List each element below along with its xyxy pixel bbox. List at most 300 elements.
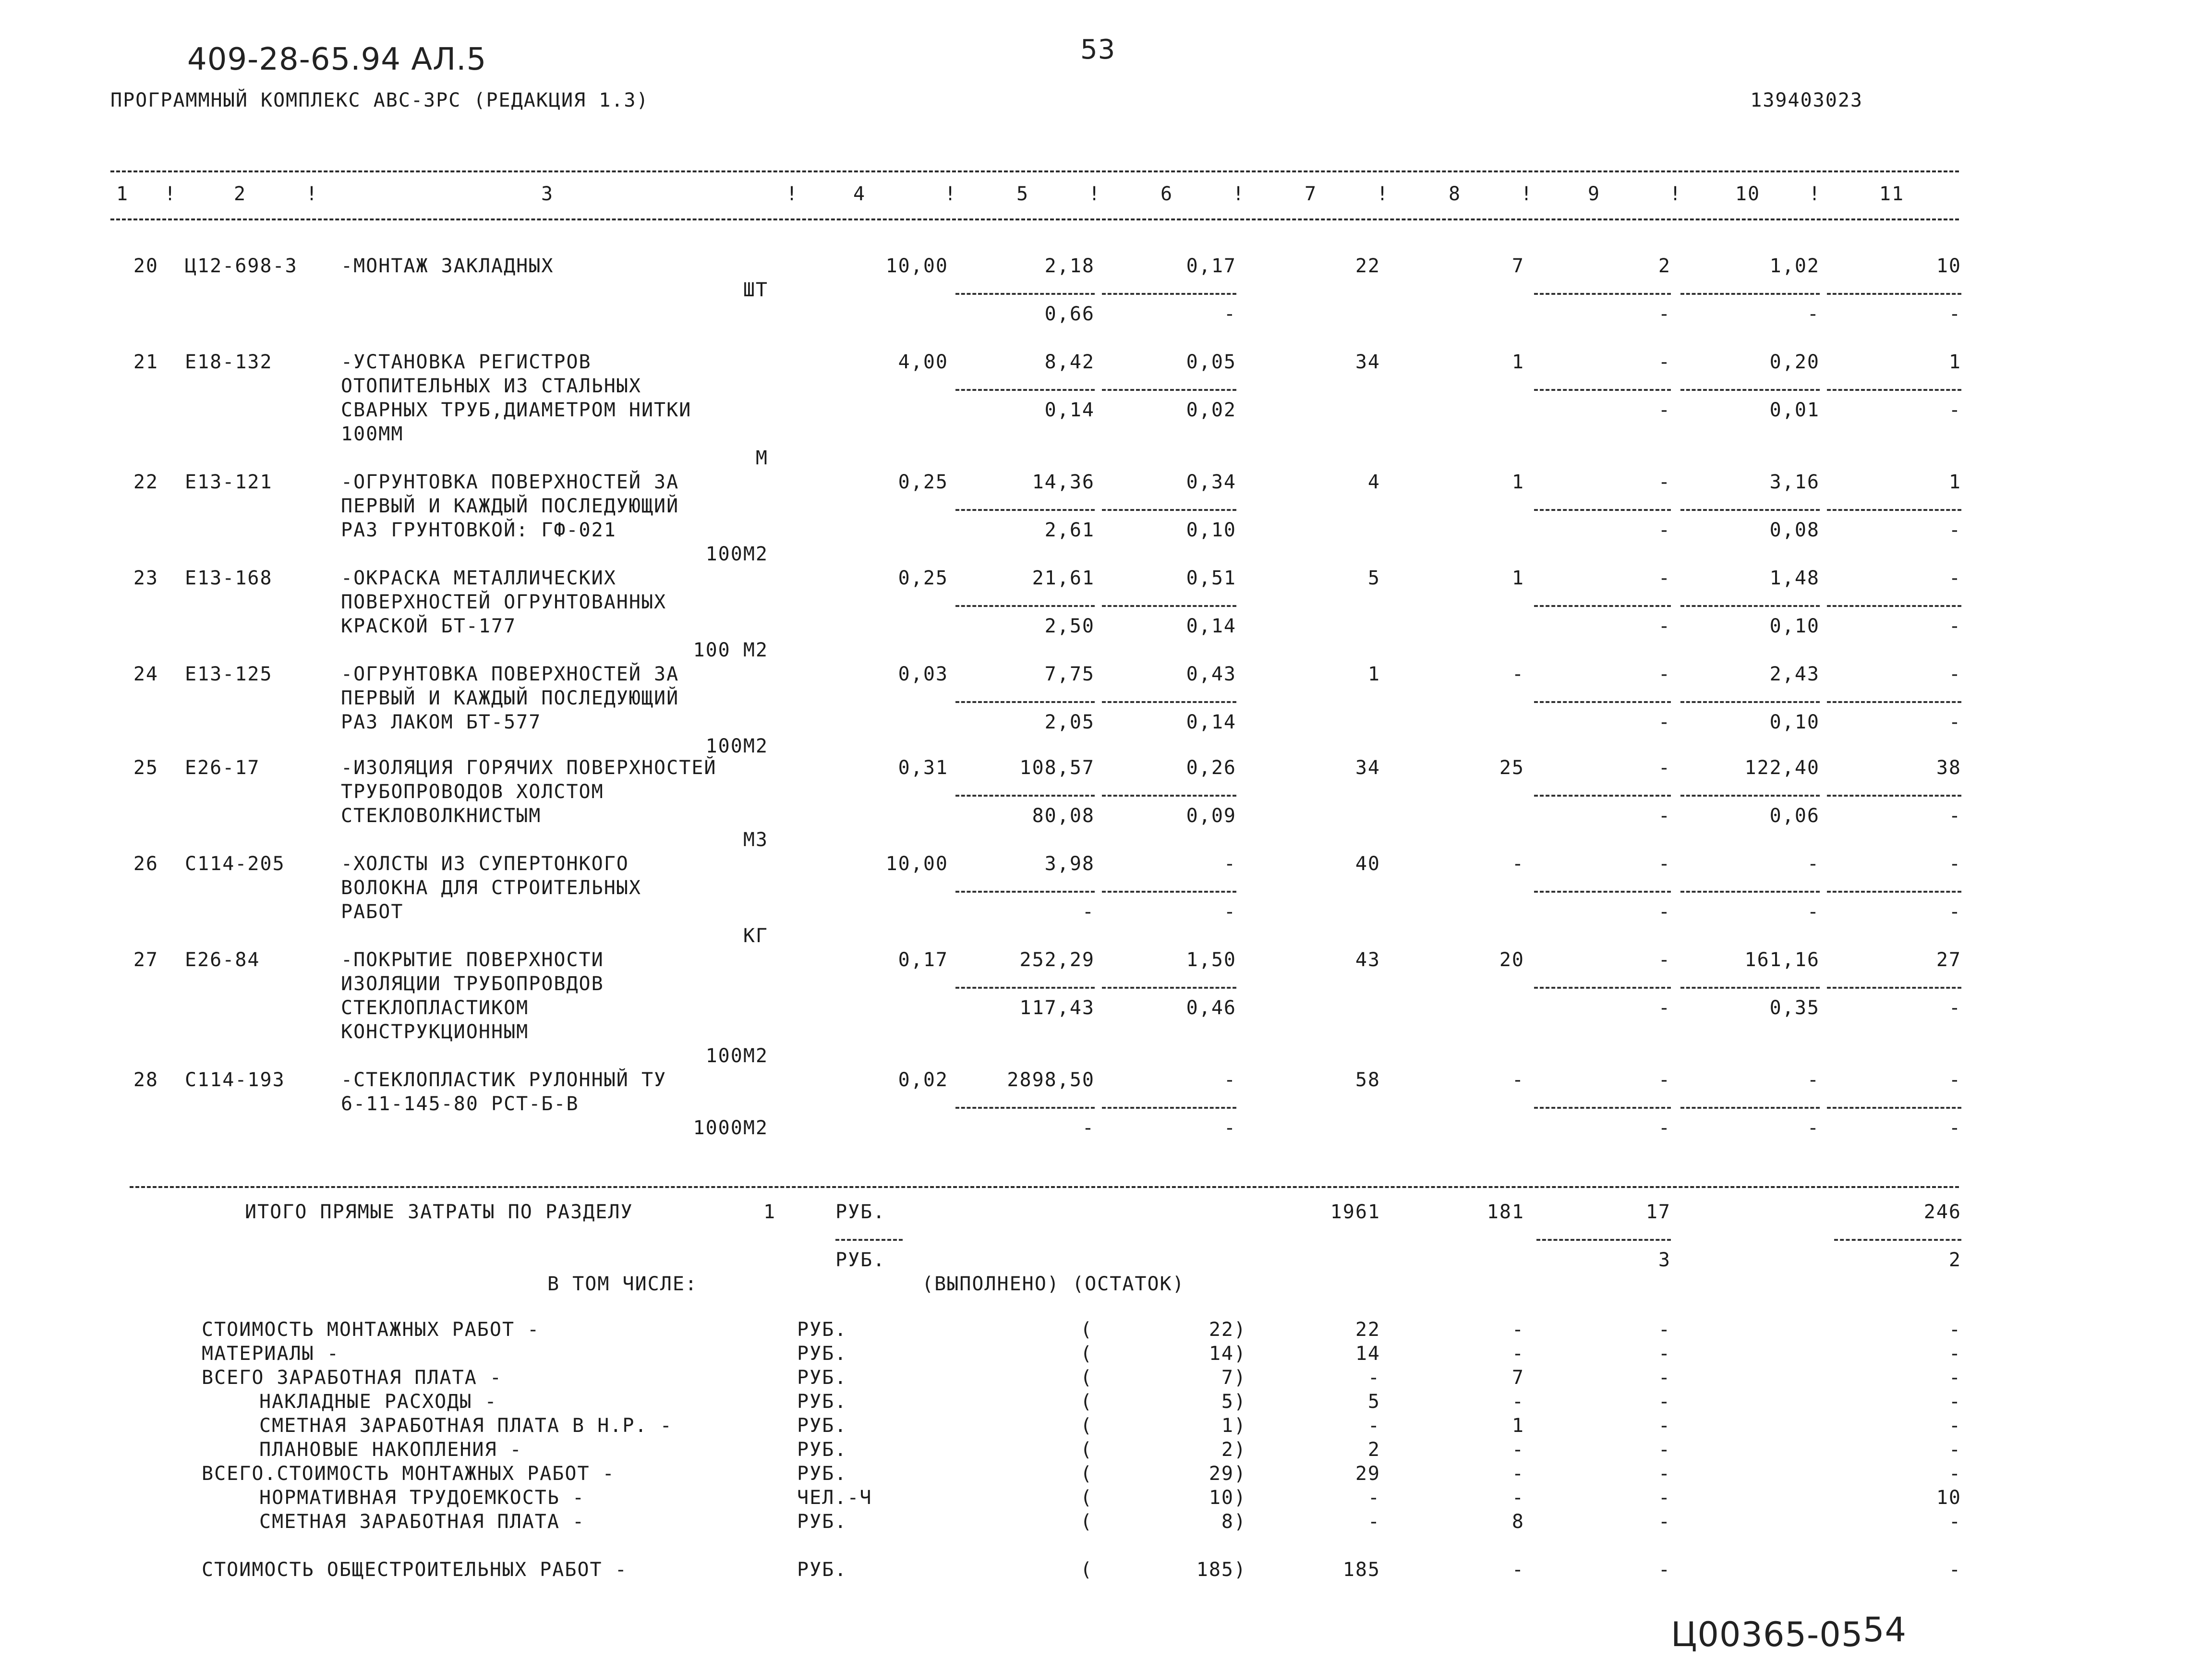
row-c5-value: 108,57 [1019, 757, 1095, 779]
totals-section-number: 1 [763, 1201, 776, 1223]
breakdown-close-paren: ) [1234, 1559, 1247, 1581]
row-c8-value: 1 [1511, 351, 1524, 373]
row-c5b-value: 0,66 [1044, 303, 1095, 325]
row-c6-value: 0,05 [1186, 351, 1236, 373]
row-c9-value: 2 [1658, 255, 1671, 277]
fraction-rule [1534, 605, 1671, 607]
row-c7-value: 58 [1355, 1069, 1380, 1091]
row-number: 27 [133, 949, 158, 971]
row-unit: ШТ [743, 279, 768, 301]
row-c6b-value: 0,14 [1186, 711, 1236, 733]
row-c5b-value: - [1082, 901, 1095, 923]
row-c4-value: 0,25 [898, 567, 948, 589]
fraction-rule [1680, 701, 1820, 703]
fraction-rule [1827, 1107, 1961, 1109]
fraction-rule [1680, 987, 1820, 989]
breakdown-close-paren: ) [1234, 1487, 1247, 1509]
fraction-rule [1102, 795, 1236, 797]
breakdown-c9: - [1658, 1463, 1671, 1485]
totals-c8: 181 [1487, 1201, 1524, 1223]
breakdown-c9: - [1658, 1511, 1671, 1533]
breakdown-c8: - [1511, 1391, 1524, 1413]
breakdown-unit: РУБ. [797, 1511, 847, 1533]
row-c6-value: 0,17 [1186, 255, 1236, 277]
breakdown-open-paren: ( [1080, 1415, 1093, 1437]
row-description-line: СВАРНЫХ ТРУБ,ДИАМЕТРОМ НИТКИ [341, 399, 692, 421]
row-c11-value: - [1948, 663, 1961, 685]
breakdown-c8: - [1511, 1319, 1524, 1341]
column-header-5: 5 [1016, 183, 1029, 205]
row-c10-value: - [1807, 853, 1820, 875]
fraction-rule [1534, 509, 1671, 511]
row-unit: М3 [743, 829, 768, 851]
breakdown-c8: 7 [1511, 1367, 1524, 1389]
row-description-line: ИЗОЛЯЦИИ ТРУБОПРОВДОВ [341, 973, 604, 995]
row-c10b-value: - [1807, 901, 1820, 923]
row-description-line: СТЕКЛОВОЛКНИСТЫМ [341, 805, 542, 827]
column-separator: ! [1669, 183, 1682, 205]
breakdown-c9: - [1658, 1439, 1671, 1461]
fraction-rule [1680, 1107, 1820, 1109]
fraction-rule [1534, 891, 1671, 893]
row-code: Е13-168 [185, 567, 273, 589]
row-c10b-value: 0,10 [1769, 615, 1820, 637]
row-c4-value: 0,03 [898, 663, 948, 685]
breakdown-c7: 2 [1367, 1439, 1380, 1461]
row-number: 20 [133, 255, 158, 277]
fraction-rule [955, 293, 1095, 295]
column-separator: ! [1520, 183, 1534, 205]
row-description-line: ПОВЕРХНОСТЕЙ ОГРУНТОВАННЫХ [341, 591, 667, 613]
breakdown-c11: - [1948, 1415, 1961, 1437]
fraction-rule [955, 891, 1095, 893]
row-c6-value: 1,50 [1186, 949, 1236, 971]
breakdown-unit: РУБ. [797, 1415, 847, 1437]
breakdown-c7: - [1367, 1511, 1380, 1533]
row-unit: 1000М2 [693, 1117, 768, 1139]
row-c11b-value: - [1948, 997, 1961, 1019]
breakdown-c9: - [1658, 1415, 1671, 1437]
row-c10-value: 161,16 [1744, 949, 1820, 971]
totals-fraction-rule [1834, 1239, 1961, 1241]
row-c5b-value: 2,05 [1044, 711, 1095, 733]
row-c7-value: 34 [1355, 757, 1380, 779]
column-separator: ! [1088, 183, 1101, 205]
row-c5-value: 7,75 [1044, 663, 1095, 685]
breakdown-close-paren: ) [1234, 1319, 1247, 1341]
row-c11b-value: - [1948, 711, 1961, 733]
breakdown-label: СМЕТНАЯ ЗАРАБОТНАЯ ПЛАТА - [259, 1511, 585, 1533]
row-c4-value: 0,25 [898, 471, 948, 493]
column-separator: ! [1808, 183, 1822, 205]
breakdown-open-paren: ( [1080, 1391, 1093, 1413]
row-c10-value: 2,43 [1769, 663, 1820, 685]
fraction-rule [1680, 795, 1820, 797]
fraction-rule [1827, 987, 1961, 989]
breakdown-close-paren: ) [1234, 1391, 1247, 1413]
row-c8-value: - [1511, 663, 1524, 685]
row-description-line: 100ММ [341, 423, 404, 445]
row-unit: 100М2 [705, 1045, 768, 1067]
fraction-rule [1827, 795, 1961, 797]
row-c8-value: - [1511, 1069, 1524, 1091]
column-header-4: 4 [853, 183, 866, 205]
breakdown-close-paren: ) [1234, 1439, 1247, 1461]
fraction-rule [1534, 987, 1671, 989]
breakdown-c11: 10 [1936, 1487, 1961, 1509]
breakdown-c11: - [1948, 1439, 1961, 1461]
row-c11b-value: - [1948, 615, 1961, 637]
row-description-line: ТРУБОПРОВОДОВ ХОЛСТОМ [341, 781, 604, 803]
row-c5-value: 252,29 [1019, 949, 1095, 971]
breakdown-done-value: 1 [1221, 1415, 1234, 1437]
totals-c11: 246 [1923, 1201, 1961, 1223]
breakdown-done-value: 7 [1221, 1367, 1234, 1389]
page-number: 53 [1080, 34, 1116, 65]
breakdown-unit: РУБ. [797, 1463, 847, 1485]
breakdown-label: ПЛАНОВЫЕ НАКОПЛЕНИЯ - [259, 1439, 522, 1461]
fraction-rule [1102, 605, 1236, 607]
row-c8-value: 7 [1511, 255, 1524, 277]
row-c11-value: - [1948, 853, 1961, 875]
breakdown-open-paren: ( [1080, 1319, 1093, 1341]
row-description-line: -ПОКРЫТИЕ ПОВЕРХНОСТИ [341, 949, 604, 971]
row-number: 28 [133, 1069, 158, 1091]
row-number: 23 [133, 567, 158, 589]
row-c6-value: 0,51 [1186, 567, 1236, 589]
row-description-line: ПЕРВЫЙ И КАЖДЫЙ ПОСЛЕДУЮЩИЙ [341, 495, 679, 517]
fraction-rule [1534, 293, 1671, 295]
row-c11-value: 27 [1936, 949, 1961, 971]
row-c7-value: 22 [1355, 255, 1380, 277]
totals-unit: РУБ. [835, 1201, 886, 1223]
breakdown-done-value: 14 [1209, 1343, 1234, 1365]
row-c6b-value: 0,14 [1186, 615, 1236, 637]
row-c10-value: 3,16 [1769, 471, 1820, 493]
row-c9b-value: - [1658, 399, 1671, 421]
breakdown-c8: 1 [1511, 1415, 1524, 1437]
breakdown-close-paren: ) [1234, 1415, 1247, 1437]
breakdown-c9: - [1658, 1343, 1671, 1365]
breakdown-done-value: 185 [1196, 1559, 1234, 1581]
handwritten-doc-code: 409-28-65.94 АЛ.5 [187, 42, 487, 77]
fraction-rule [1680, 509, 1820, 511]
row-c4-value: 0,17 [898, 949, 948, 971]
breakdown-done-value: 29 [1209, 1463, 1234, 1485]
row-c9-value: - [1658, 567, 1671, 589]
breakdown-c8: - [1511, 1343, 1524, 1365]
row-unit: М [755, 447, 768, 469]
row-c6b-value: 0,46 [1186, 997, 1236, 1019]
row-c7-value: 5 [1367, 567, 1380, 589]
fraction-rule [1102, 987, 1236, 989]
row-c6b-value: - [1223, 303, 1236, 325]
footer-page-number: 54 [1863, 1610, 1907, 1649]
breakdown-c11: - [1948, 1319, 1961, 1341]
breakdown-c9: - [1658, 1391, 1671, 1413]
row-c8-value: 25 [1499, 757, 1524, 779]
column-separator: ! [1232, 183, 1245, 205]
column-separator: ! [164, 183, 177, 205]
row-number: 26 [133, 853, 158, 875]
row-c8-value: 20 [1499, 949, 1524, 971]
breakdown-unit: РУБ. [797, 1391, 847, 1413]
breakdown-close-paren: ) [1234, 1343, 1247, 1365]
row-description-line: -МОНТАЖ ЗАКЛАДНЫХ [341, 255, 554, 277]
row-c5-value: 2898,50 [1007, 1069, 1095, 1091]
row-c4-value: 10,00 [885, 853, 948, 875]
column-header-1: 1 [116, 183, 129, 205]
fraction-rule [1680, 293, 1820, 295]
row-c8-value: 1 [1511, 567, 1524, 589]
row-c9b-value: - [1658, 1117, 1671, 1139]
breakdown-done-value: 2 [1221, 1439, 1234, 1461]
row-c9-value: - [1658, 471, 1671, 493]
fraction-rule [1827, 891, 1961, 893]
fraction-rule [1534, 1107, 1671, 1109]
row-c6-value: 0,43 [1186, 663, 1236, 685]
program-title: ПРОГРАММНЫЙ КОМПЛЕКС АВС-3РС (РЕДАКЦИЯ 1.3) [110, 89, 649, 111]
fraction-rule [1534, 389, 1671, 391]
breakdown-c7: 185 [1342, 1559, 1380, 1581]
breakdown-done-value: 10 [1209, 1487, 1234, 1509]
row-c6b-value: 0,10 [1186, 519, 1236, 541]
row-description-line: РАЗ ЛАКОМ БТ-577 [341, 711, 542, 733]
row-c9-value: - [1658, 351, 1671, 373]
totals-c9: 17 [1645, 1201, 1671, 1223]
row-c10-value: 0,20 [1769, 351, 1820, 373]
row-code: Е26-17 [185, 757, 260, 779]
column-header-3: 3 [541, 183, 554, 205]
row-c9-value: - [1658, 663, 1671, 685]
fraction-rule [955, 795, 1095, 797]
column-separator: ! [944, 183, 957, 205]
column-header-6: 6 [1160, 183, 1173, 205]
breakdown-c9: - [1658, 1487, 1671, 1509]
row-description-line: РАБОТ [341, 901, 404, 923]
breakdown-label: СТОИМОСТЬ МОНТАЖНЫХ РАБОТ - [202, 1319, 540, 1341]
column-header-11: 11 [1879, 183, 1905, 205]
fraction-rule [1827, 605, 1961, 607]
row-number: 24 [133, 663, 158, 685]
row-c11-value: 1 [1948, 351, 1961, 373]
breakdown-open-paren: ( [1080, 1487, 1093, 1509]
row-description-line: -УСТАНОВКА РЕГИСТРОВ [341, 351, 592, 373]
row-code: С114-205 [185, 853, 285, 875]
row-description-line: -ИЗОЛЯЦИЯ ГОРЯЧИХ ПОВЕРХНОСТЕЙ [341, 757, 717, 779]
row-c11-value: - [1948, 567, 1961, 589]
breakdown-c11: - [1948, 1559, 1961, 1581]
row-c11b-value: - [1948, 1117, 1961, 1139]
row-c5b-value: 117,43 [1019, 997, 1095, 1019]
row-c11-value: - [1948, 1069, 1961, 1091]
breakdown-c8: - [1511, 1439, 1524, 1461]
breakdown-c8: - [1511, 1463, 1524, 1485]
row-c10b-value: 0,01 [1769, 399, 1820, 421]
row-c9b-value: - [1658, 997, 1671, 1019]
row-c7-value: 4 [1367, 471, 1380, 493]
row-c7-value: 40 [1355, 853, 1380, 875]
row-c5-value: 21,61 [1032, 567, 1095, 589]
breakdown-close-paren: ) [1234, 1367, 1247, 1389]
row-c5b-value: - [1082, 1117, 1095, 1139]
fraction-rule [1680, 891, 1820, 893]
fraction-rule [955, 389, 1095, 391]
breakdown-unit: ЧЕЛ.-Ч [797, 1487, 872, 1509]
row-code: Ц12-698-3 [185, 255, 298, 277]
breakdown-c7: 29 [1355, 1463, 1380, 1485]
breakdown-c7: - [1367, 1487, 1380, 1509]
row-c4-value: 0,31 [898, 757, 948, 779]
totals-c9-secondary: 3 [1658, 1249, 1671, 1271]
row-c10b-value: 0,35 [1769, 997, 1820, 1019]
breakdown-unit: РУБ. [797, 1367, 847, 1389]
row-description-line: -СТЕКЛОПЛАСТИК РУЛОННЫЙ ТУ [341, 1069, 667, 1091]
row-c7-value: 34 [1355, 351, 1380, 373]
row-c6-value: 0,26 [1186, 757, 1236, 779]
row-c11b-value: - [1948, 519, 1961, 541]
breakdown-label: ВСЕГО.СТОИМОСТЬ МОНТАЖНЫХ РАБОТ - [202, 1463, 615, 1485]
row-c9-value: - [1658, 757, 1671, 779]
row-description-line: СТЕКЛОПЛАСТИКОМ [341, 997, 529, 1019]
row-c9b-value: - [1658, 805, 1671, 827]
row-number: 22 [133, 471, 158, 493]
row-c5b-value: 2,50 [1044, 615, 1095, 637]
row-c5-value: 2,18 [1044, 255, 1095, 277]
fraction-rule [955, 509, 1095, 511]
row-code: Е18-132 [185, 351, 273, 373]
breakdown-unit: РУБ. [797, 1319, 847, 1341]
row-c6b-value: - [1223, 901, 1236, 923]
row-description-line: ПЕРВЫЙ И КАЖДЫЙ ПОСЛЕДУЮЩИЙ [341, 687, 679, 709]
breakdown-c7: 22 [1355, 1319, 1380, 1341]
breakdown-open-paren: ( [1080, 1367, 1093, 1389]
breakdown-c9: - [1658, 1559, 1671, 1581]
row-unit: 100 М2 [693, 639, 768, 661]
row-c6-value: - [1223, 853, 1236, 875]
row-description-line: -ХОЛСТЫ ИЗ СУПЕРТОНКОГО [341, 853, 629, 875]
fraction-rule [1102, 891, 1236, 893]
row-c6-value: - [1223, 1069, 1236, 1091]
row-c8-value: - [1511, 853, 1524, 875]
fraction-rule [1827, 701, 1961, 703]
row-c11-value: 38 [1936, 757, 1961, 779]
row-c5b-value: 2,61 [1044, 519, 1095, 541]
breakdown-open-paren: ( [1080, 1343, 1093, 1365]
row-c4-value: 10,00 [885, 255, 948, 277]
row-description-line: РАЗ ГРУНТОВКОЙ: ГФ-021 [341, 519, 616, 541]
breakdown-unit: РУБ. [797, 1343, 847, 1365]
row-c5b-value: 80,08 [1032, 805, 1095, 827]
row-c8-value: 1 [1511, 471, 1524, 493]
breakdown-open-paren: ( [1080, 1559, 1093, 1581]
row-c10b-value: 0,06 [1769, 805, 1820, 827]
totals-c11-secondary: 2 [1948, 1249, 1961, 1271]
row-c5-value: 8,42 [1044, 351, 1095, 373]
column-header-2: 2 [233, 183, 247, 205]
totals-unit-secondary: РУБ. [835, 1249, 886, 1271]
including-label: В ТОМ ЧИСЛЕ: [547, 1273, 698, 1295]
row-c10b-value: 0,08 [1769, 519, 1820, 541]
fraction-rule [955, 1107, 1095, 1109]
row-c9-value: - [1658, 1069, 1671, 1091]
row-c6b-value: - [1223, 1117, 1236, 1139]
done-remaining-label: (ВЫПОЛНЕНО) (ОСТАТОК) [922, 1273, 1185, 1295]
row-c10b-value: 0,10 [1769, 711, 1820, 733]
row-description-line: -ОГРУНТОВКА ПОВЕРХНОСТЕЙ ЗА [341, 471, 679, 493]
row-description-line: ОТОПИТЕЛЬНЫХ ИЗ СТАЛЬНЫХ [341, 375, 641, 397]
breakdown-c8: - [1511, 1487, 1524, 1509]
breakdown-done-value: 5 [1221, 1391, 1234, 1413]
column-separator: ! [305, 183, 319, 205]
row-c7-value: 1 [1367, 663, 1380, 685]
row-description-line: ВОЛОКНА ДЛЯ СТРОИТЕЛЬНЫХ [341, 877, 641, 899]
row-c4-value: 0,02 [898, 1069, 948, 1091]
totals-rule [130, 1186, 1959, 1188]
row-c10-value: 122,40 [1744, 757, 1820, 779]
fraction-rule [1680, 605, 1820, 607]
row-description-line: -ОГРУНТОВКА ПОВЕРХНОСТЕЙ ЗА [341, 663, 679, 685]
breakdown-c7: - [1367, 1367, 1380, 1389]
row-c10-value: 1,02 [1769, 255, 1820, 277]
totals-c7: 1961 [1330, 1201, 1380, 1223]
totals-fraction-rule [1536, 1239, 1671, 1241]
breakdown-label: НАКЛАДНЫЕ РАСХОДЫ - [259, 1391, 497, 1413]
breakdown-unit: РУБ. [797, 1559, 847, 1581]
row-c11b-value: - [1948, 303, 1961, 325]
row-c11b-value: - [1948, 901, 1961, 923]
column-separator: ! [1376, 183, 1390, 205]
fraction-rule [1534, 701, 1671, 703]
row-c4-value: 4,00 [898, 351, 948, 373]
column-header-7: 7 [1304, 183, 1318, 205]
breakdown-c8: 8 [1511, 1511, 1524, 1533]
breakdown-c11: - [1948, 1391, 1961, 1413]
breakdown-open-paren: ( [1080, 1463, 1093, 1485]
fraction-rule [955, 701, 1095, 703]
fraction-rule [1102, 509, 1236, 511]
breakdown-close-paren: ) [1234, 1511, 1247, 1533]
row-c6b-value: 0,09 [1186, 805, 1236, 827]
breakdown-c7: 5 [1367, 1391, 1380, 1413]
breakdown-label: СМЕТНАЯ ЗАРАБОТНАЯ ПЛАТА В Н.Р. - [259, 1415, 673, 1437]
row-c5-value: 14,36 [1032, 471, 1095, 493]
totals-label: ИТОГО ПРЯМЫЕ ЗАТРАТЫ ПО РАЗДЕЛУ [245, 1201, 633, 1223]
row-description-line: КРАСКОЙ БТ-177 [341, 615, 517, 637]
fraction-rule [1102, 1107, 1236, 1109]
breakdown-open-paren: ( [1080, 1511, 1093, 1533]
row-number: 21 [133, 351, 158, 373]
breakdown-label: ВСЕГО ЗАРАБОТНАЯ ПЛАТА - [202, 1367, 502, 1389]
breakdown-c11: - [1948, 1367, 1961, 1389]
fraction-rule [1102, 293, 1236, 295]
document-number: 139403023 [1750, 89, 1863, 111]
breakdown-c11: - [1948, 1343, 1961, 1365]
totals-fraction-rule [835, 1239, 903, 1241]
row-unit: 100М2 [705, 543, 768, 565]
row-code: Е13-125 [185, 663, 273, 685]
breakdown-done-value: 8 [1221, 1511, 1234, 1533]
header-rule-bottom [110, 218, 1959, 220]
row-description-line: 6-11-145-80 РСТ-Б-В [341, 1093, 579, 1115]
fraction-rule [1827, 293, 1961, 295]
row-c10b-value: - [1807, 303, 1820, 325]
row-c5-value: 3,98 [1044, 853, 1095, 875]
breakdown-c7: 14 [1355, 1343, 1380, 1365]
row-code: Е13-121 [185, 471, 273, 493]
breakdown-c11: - [1948, 1511, 1961, 1533]
fraction-rule [1102, 701, 1236, 703]
